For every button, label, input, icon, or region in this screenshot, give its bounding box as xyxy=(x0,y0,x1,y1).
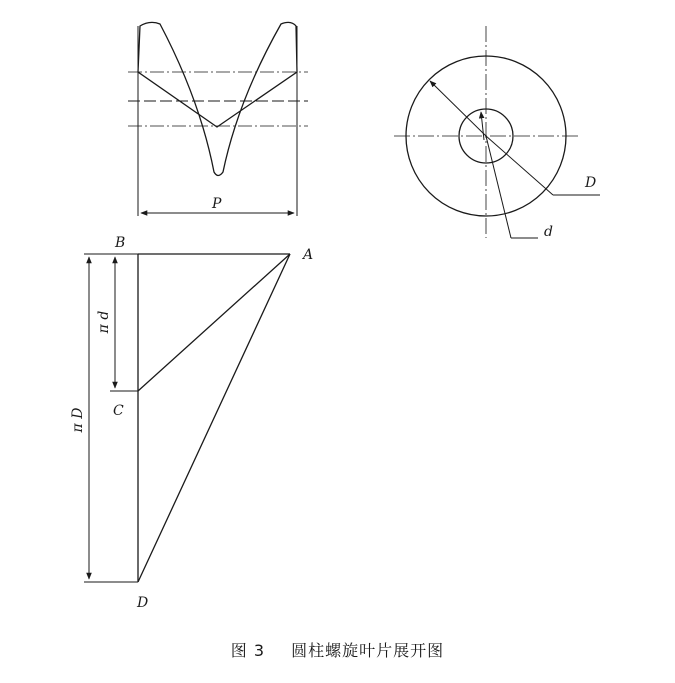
label-p: P xyxy=(212,196,222,212)
label-pi-D: π D xyxy=(70,407,86,433)
development-dimensions xyxy=(84,254,138,582)
figure-caption xyxy=(0,638,675,661)
label-point-a: A xyxy=(303,247,314,263)
label-point-c: C xyxy=(113,403,124,419)
edge-d-a xyxy=(138,254,290,582)
outer-diameter-leader xyxy=(430,81,486,136)
figure-title: 圆柱螺旋叶片展开图 xyxy=(291,641,445,660)
label-point-d: D xyxy=(137,595,149,611)
development-view xyxy=(138,254,290,582)
edge-c-a xyxy=(138,254,290,391)
inner-diameter-leader-ext xyxy=(486,136,511,238)
end-view-circles xyxy=(394,26,600,238)
label-point-b: B xyxy=(115,235,126,251)
outer-diameter-leader-ext xyxy=(486,136,553,195)
blade-profile-view xyxy=(128,22,308,216)
figure-number: 图 3 xyxy=(230,641,266,660)
blade-curve-outline xyxy=(138,22,297,175)
label-pi-d: π d xyxy=(96,310,112,334)
label-inner-diameter: d xyxy=(544,224,553,240)
label-outer-diameter: D xyxy=(585,175,597,191)
